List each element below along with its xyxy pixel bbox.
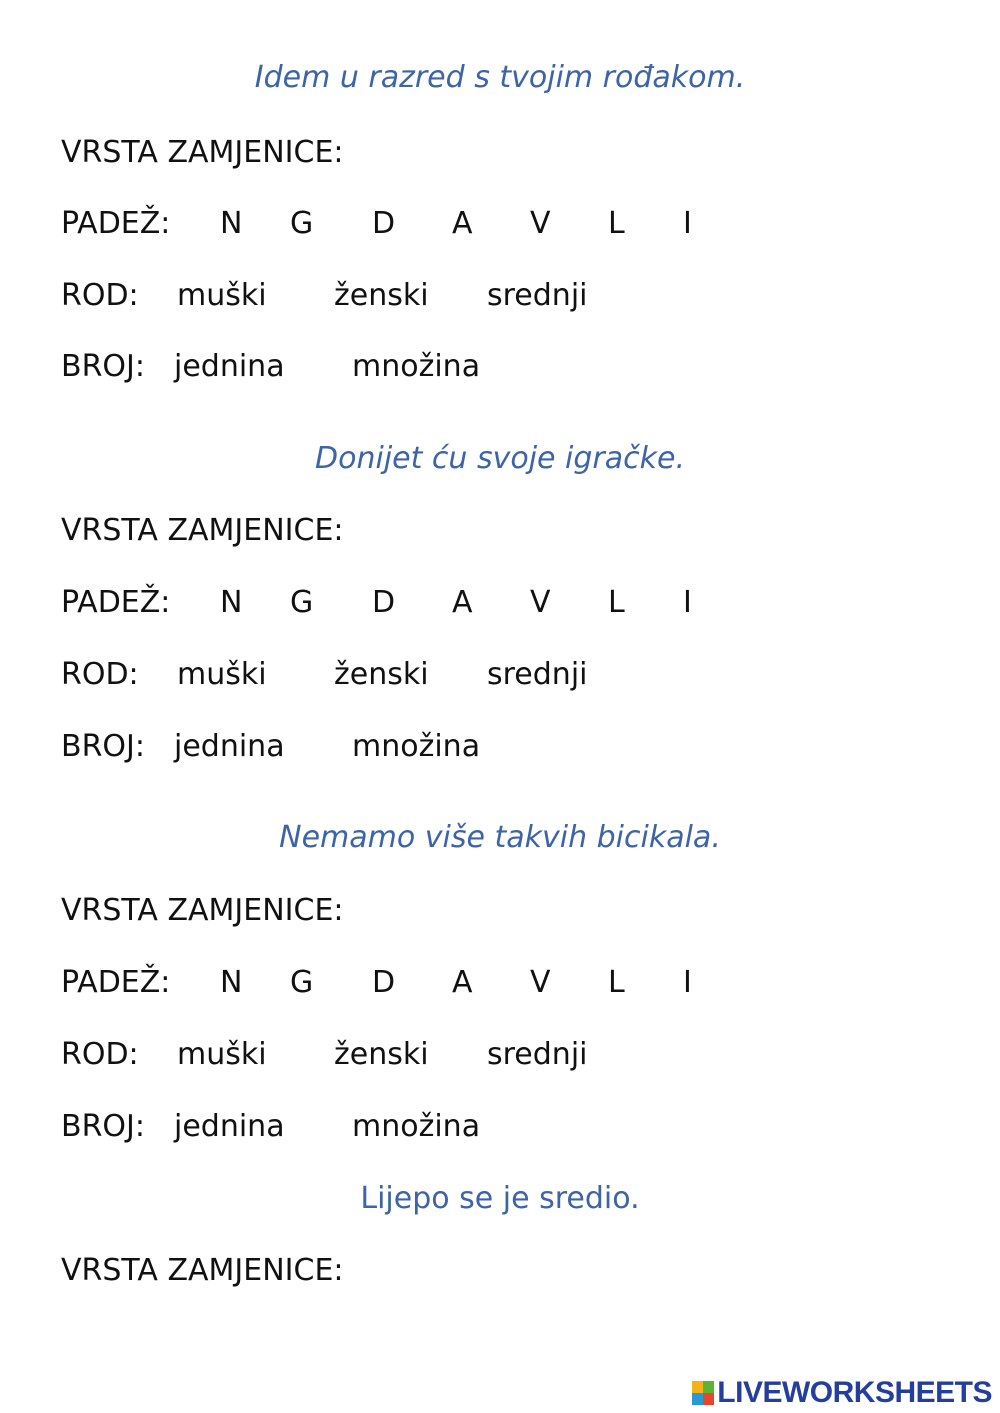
- sentence-3: Nemamo više takvih bicikala.: [279, 820, 721, 855]
- padez-option-i-1[interactable]: I: [683, 206, 692, 241]
- rod-label-1: ROD:: [61, 278, 139, 313]
- padez-option-v-1[interactable]: V: [530, 206, 551, 241]
- vrsta-zamjenice-label-3: VRSTA ZAMJENICE:: [61, 893, 344, 928]
- padez-label-1: PADEŽ:: [61, 206, 171, 241]
- padez-option-l-3[interactable]: L: [608, 965, 625, 1000]
- rod-option-srednji-1[interactable]: srednji: [487, 278, 588, 313]
- padez-option-a-2[interactable]: A: [452, 585, 473, 620]
- sentence-1: Idem u razred s tvojim rođakom.: [254, 60, 746, 95]
- rod-option-muski-2[interactable]: muški: [177, 657, 267, 692]
- rod-option-muski-1[interactable]: muški: [177, 278, 267, 313]
- broj-option-jednina-2[interactable]: jednina: [174, 729, 285, 764]
- padez-option-a-1[interactable]: A: [452, 206, 473, 241]
- padez-option-n-1[interactable]: N: [220, 206, 243, 241]
- broj-label-3: BROJ:: [61, 1109, 145, 1144]
- vrsta-zamjenice-label-2: VRSTA ZAMJENICE:: [61, 513, 344, 548]
- padez-option-l-2[interactable]: L: [608, 585, 625, 620]
- liveworksheets-logo-icon: [692, 1381, 714, 1405]
- broj-option-jednina-3[interactable]: jednina: [174, 1109, 285, 1144]
- padez-option-v-2[interactable]: V: [530, 585, 551, 620]
- padez-option-d-3[interactable]: D: [372, 965, 396, 1000]
- broj-option-mnozina-2[interactable]: množina: [352, 729, 481, 764]
- padez-option-d-2[interactable]: D: [372, 585, 396, 620]
- rod-option-zenski-2[interactable]: ženski: [334, 657, 429, 692]
- padez-option-g-1[interactable]: G: [290, 206, 314, 241]
- liveworksheets-logo-text: LIVEWORKSHEETS: [717, 1376, 992, 1409]
- padez-option-l-1[interactable]: L: [608, 206, 625, 241]
- padez-option-n-3[interactable]: N: [220, 965, 243, 1000]
- rod-label-2: ROD:: [61, 657, 139, 692]
- vrsta-zamjenice-label-4: VRSTA ZAMJENICE:: [61, 1253, 344, 1288]
- padez-option-n-2[interactable]: N: [220, 585, 243, 620]
- padez-option-a-3[interactable]: A: [452, 965, 473, 1000]
- broj-label-1: BROJ:: [61, 349, 145, 384]
- padez-label-2: PADEŽ:: [61, 585, 171, 620]
- rod-label-3: ROD:: [61, 1037, 139, 1072]
- padez-option-i-3[interactable]: I: [683, 965, 692, 1000]
- rod-option-muski-3[interactable]: muški: [177, 1037, 267, 1072]
- liveworksheets-logo: [692, 1375, 992, 1411]
- sentence-4: Lijepo se je sredio.: [360, 1181, 640, 1216]
- rod-option-srednji-3[interactable]: srednji: [487, 1037, 588, 1072]
- padez-label-3: PADEŽ:: [61, 965, 171, 1000]
- vrsta-zamjenice-label-1: VRSTA ZAMJENICE:: [61, 135, 344, 170]
- broj-option-mnozina-3[interactable]: množina: [352, 1109, 481, 1144]
- rod-option-zenski-1[interactable]: ženski: [334, 278, 429, 313]
- broj-option-mnozina-1[interactable]: množina: [352, 349, 481, 384]
- padez-option-g-2[interactable]: G: [290, 585, 314, 620]
- padez-option-v-3[interactable]: V: [530, 965, 551, 1000]
- padez-option-d-1[interactable]: D: [372, 206, 396, 241]
- broj-label-2: BROJ:: [61, 729, 145, 764]
- padez-option-g-3[interactable]: G: [290, 965, 314, 1000]
- sentence-2: Donijet ću svoje igračke.: [315, 441, 685, 476]
- broj-option-jednina-1[interactable]: jednina: [174, 349, 285, 384]
- rod-option-zenski-3[interactable]: ženski: [334, 1037, 429, 1072]
- padez-option-i-2[interactable]: I: [683, 585, 692, 620]
- rod-option-srednji-2[interactable]: srednji: [487, 657, 588, 692]
